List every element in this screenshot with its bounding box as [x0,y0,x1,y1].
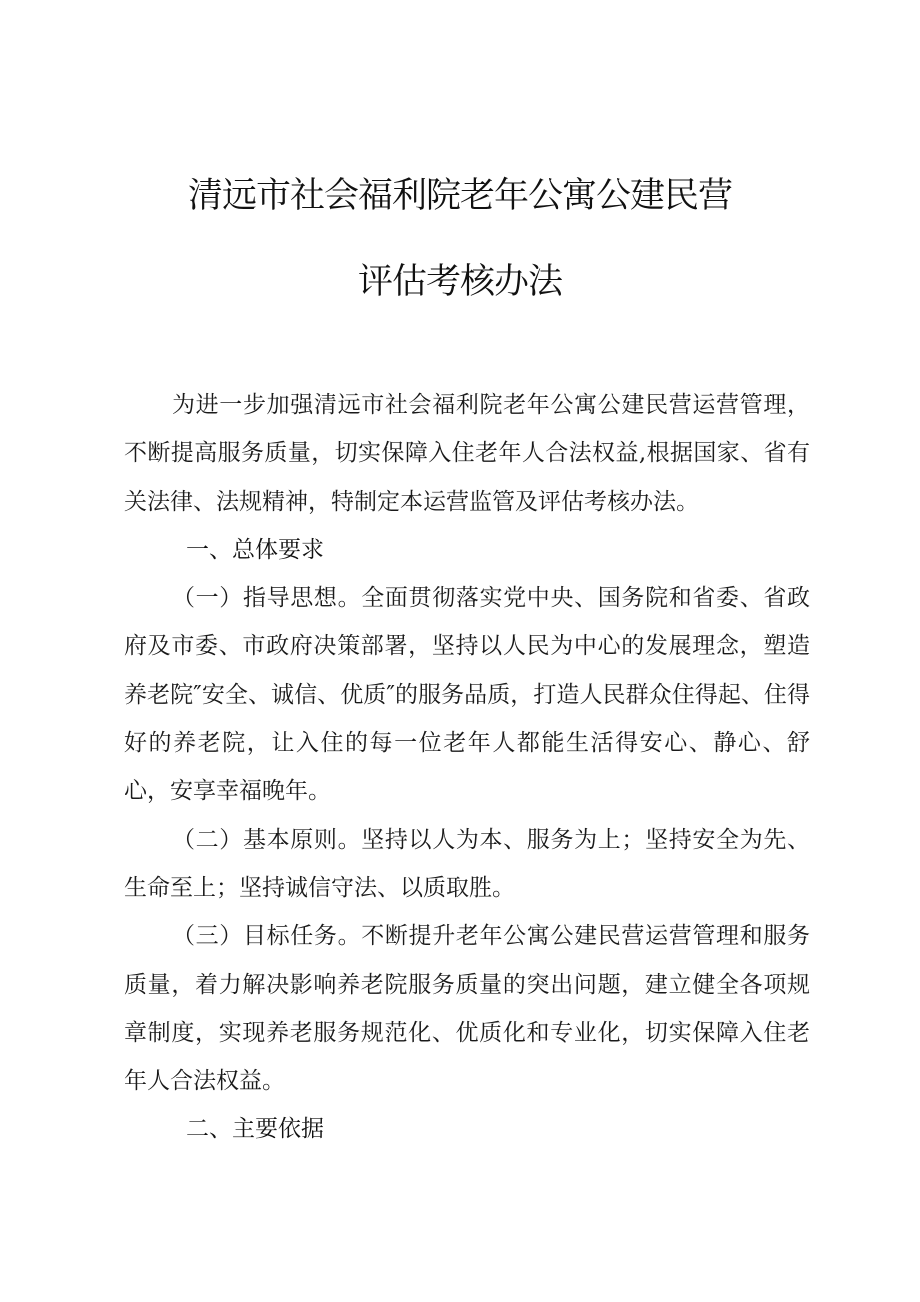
document-title-line-1: 清远市社会福利院老年公寓公建民营 [187,176,732,216]
section-1-item-2: （二）基本原则。坚持以人为本、服务为上；坚持安全为先、生命至上；坚持诚信守法、以质取胜。 [124,826,810,901]
document-body [124,381,810,1154]
intro-paragraph: 为进一步加强清远市社会福利院老年公寓公建民营运营管理，不断提高服务质量，切实保障入住老年人合法权益,根据国家、省有关法律、法规精神，特制定本运营监管及评估考核办法。 [124,392,810,515]
section-1-heading: 一、总体要求 [186,536,324,563]
section-1-item-3: （三）目标任务。不断提升老年公寓公建民营运营管理和服务质量，着力解决影响养老院服务质量的突出问题，建立健全各项规章制度，实现养老服务规范化、优质化和专业化，切实保障入住老年人合法权益。 [124,923,810,1095]
section-1-item-1: （一）指导思想。全面贯彻落实党中央、国务院和省委、省政府及市委、市政府决策部署，坚持以人民为中心的发展理念，塑造养老院″安全、诚信、优质″的服务品质，打造人民群众住得起、住得好的养老院，让入住的每一位老年人都能生活得安心、静心、舒心，安享幸福晚年。 [124,585,810,805]
section-2-heading: 二、主要依据 [186,1116,324,1143]
document-title-line-2: 评估考核办法 [357,262,562,302]
